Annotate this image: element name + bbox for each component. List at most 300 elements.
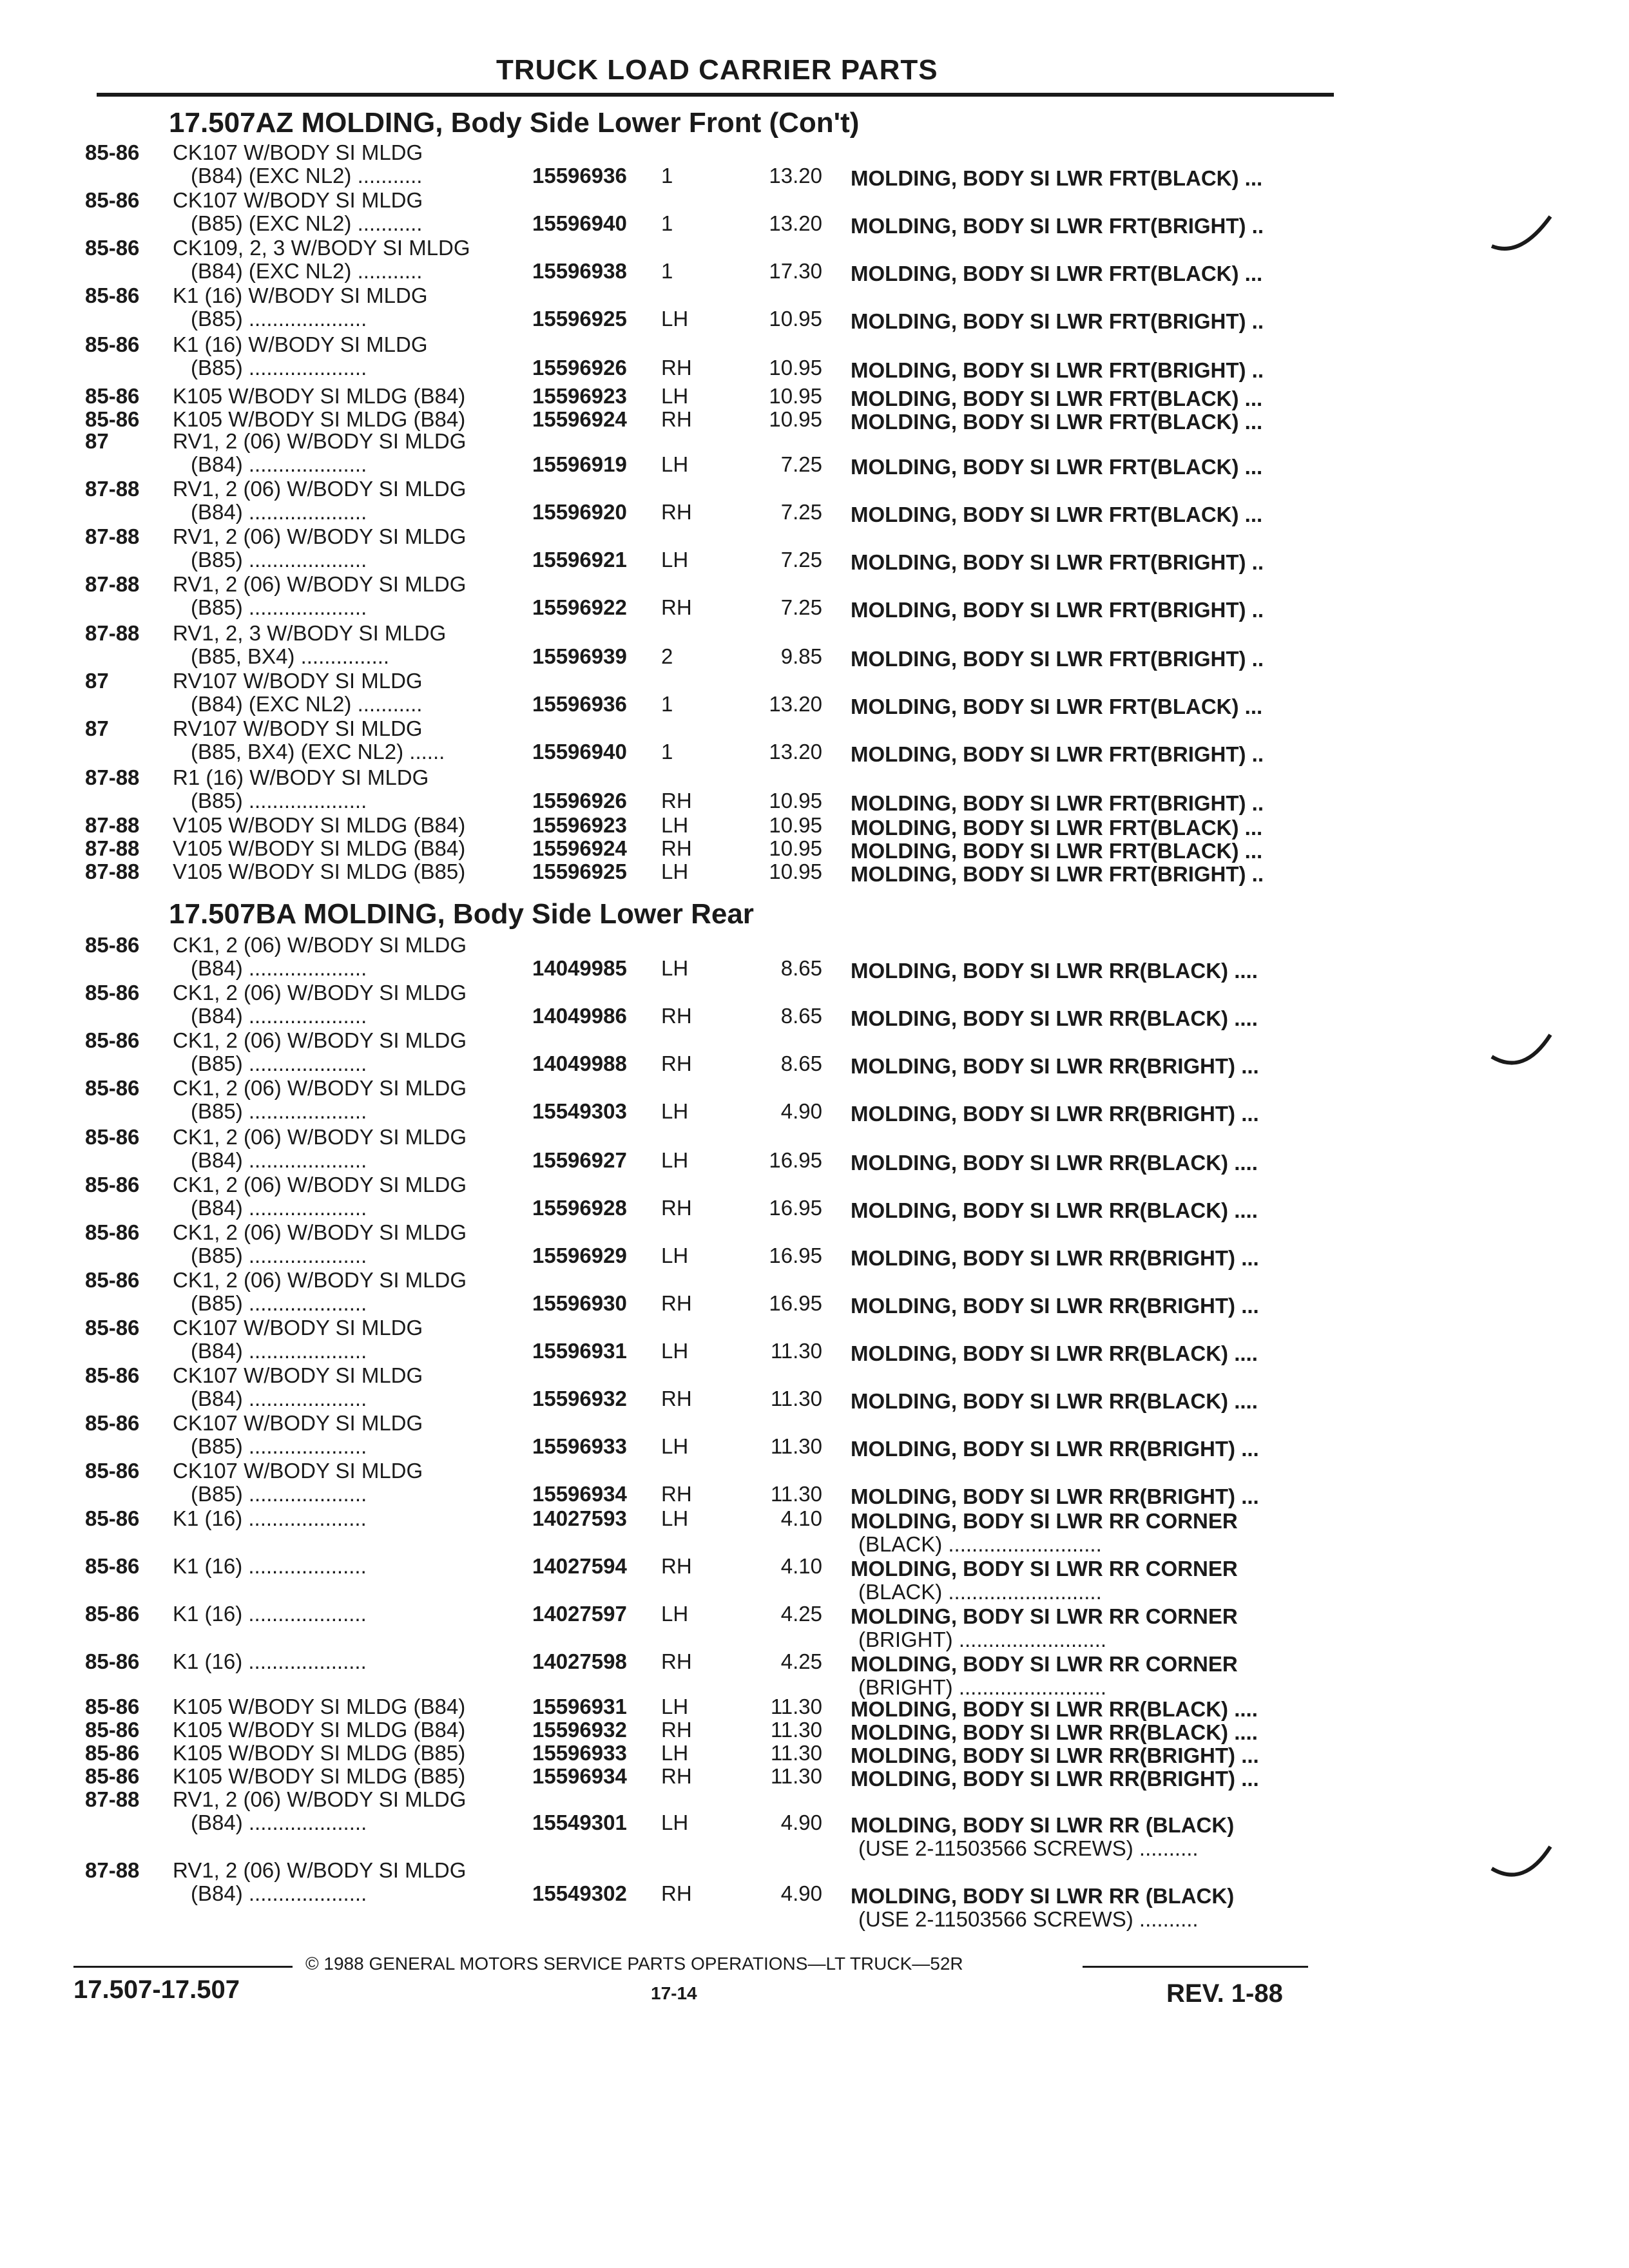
parts-row	[0, 1411, 1629, 1463]
part-number: 15596931	[532, 1695, 627, 1718]
application-option: (B85) ....................	[191, 356, 367, 380]
quantity: LH	[661, 813, 689, 837]
part-name: MOLDING, BODY SI LWR RR(BLACK) ....	[851, 1697, 1258, 1721]
footer-range: 17.507-17.507	[73, 1975, 240, 2004]
application-description: CK1, 2 (06) W/BODY SI MLDG	[173, 1173, 467, 1196]
model-year: 85-86	[85, 140, 140, 164]
application-description: K105 W/BODY SI MLDG (B85)	[173, 1764, 466, 1788]
application-option: (B85) (EXC NL2) ...........	[191, 211, 423, 235]
price: 13.20	[769, 164, 822, 187]
quantity: 1	[661, 259, 673, 283]
price: 11.30	[770, 1695, 822, 1718]
parts-row	[0, 716, 1629, 768]
part-number: 15549302	[532, 1881, 627, 1905]
part-number: 15596925	[532, 307, 627, 331]
part-number: 15596936	[532, 692, 627, 716]
part-name-note: (USE 2-11503566 SCREWS) ..........	[858, 1907, 1199, 1931]
checkmark-icon	[1489, 1031, 1559, 1076]
parts-row	[0, 1459, 1629, 1510]
footer-copyright: © 1988 GENERAL MOTORS SERVICE PARTS OPERATIONS—LT TRUCK—52R	[305, 1954, 963, 1974]
model-year: 85-86	[85, 1718, 140, 1742]
quantity: LH	[661, 307, 689, 331]
application-description: K1 (16) ....................	[173, 1554, 367, 1578]
part-name: MOLDING, BODY SI LWR RR(BRIGHT) ...	[851, 1767, 1259, 1791]
part-name: MOLDING, BODY SI LWR FRT(BRIGHT) ..	[851, 309, 1264, 333]
application-description: CK107 W/BODY SI MLDG	[173, 188, 423, 212]
part-name: MOLDING, BODY SI LWR FRT(BRIGHT) ..	[851, 647, 1264, 671]
application-description: CK1, 2 (06) W/BODY SI MLDG	[173, 1220, 467, 1244]
model-year: 87	[85, 669, 109, 693]
application-description: RV1, 2 (06) W/BODY SI MLDG	[173, 1787, 467, 1811]
application-description: K105 W/BODY SI MLDG (B84)	[173, 1718, 466, 1742]
quantity: RH	[661, 1052, 692, 1075]
quantity: LH	[661, 1695, 689, 1718]
part-name: MOLDING, BODY SI LWR FRT(BLACK) ...	[851, 695, 1263, 718]
quantity: 2	[661, 644, 673, 668]
quantity: LH	[661, 384, 689, 408]
price: 10.95	[769, 384, 822, 408]
model-year: 87-88	[85, 621, 140, 645]
part-number: 15596933	[532, 1741, 627, 1765]
part-name: MOLDING, BODY SI LWR FRT(BRIGHT) ..	[851, 598, 1264, 622]
price: 11.30	[770, 1434, 822, 1458]
parts-row	[0, 1787, 1629, 1860]
parts-row	[0, 477, 1629, 528]
quantity: RH	[661, 1387, 692, 1410]
parts-row	[0, 621, 1629, 673]
part-number: 15596931	[532, 1339, 627, 1363]
parts-row	[0, 1268, 1629, 1320]
price: 10.95	[769, 407, 822, 431]
parts-row	[0, 1649, 1629, 1701]
price: 10.95	[769, 860, 822, 883]
model-year: 85-86	[85, 1459, 140, 1483]
quantity: LH	[661, 1506, 689, 1530]
model-year: 87-88	[85, 813, 140, 837]
application-option: (B84) ....................	[191, 1004, 367, 1028]
application-description: K1 (16) W/BODY SI MLDG	[173, 284, 428, 307]
quantity: RH	[661, 836, 692, 860]
application-option: (B84) ....................	[191, 452, 367, 476]
part-number: 15596922	[532, 595, 627, 619]
model-year: 85-86	[85, 933, 140, 957]
part-name: MOLDING, BODY SI LWR RR(BLACK) ....	[851, 1006, 1258, 1030]
model-year: 87	[85, 716, 109, 740]
price: 4.90	[780, 1881, 822, 1905]
part-name: MOLDING, BODY SI LWR FRT(BLACK) ...	[851, 166, 1263, 190]
part-name: MOLDING, BODY SI LWR FRT(BLACK) ...	[851, 839, 1263, 863]
price: 10.95	[769, 836, 822, 860]
model-year: 85-86	[85, 1173, 140, 1196]
part-number: 15596939	[532, 644, 627, 668]
model-year: 85-86	[85, 1268, 140, 1292]
application-option: (B84) (EXC NL2) ...........	[191, 692, 423, 716]
part-name: MOLDING, BODY SI LWR RR(BRIGHT) ...	[851, 1437, 1259, 1461]
application-option: (B85) ....................	[191, 595, 367, 619]
application-description: K1 (16) ....................	[173, 1602, 367, 1626]
parts-row	[0, 1220, 1629, 1272]
application-description: RV1, 2 (06) W/BODY SI MLDG	[173, 429, 467, 453]
application-description: RV1, 2, 3 W/BODY SI MLDG	[173, 621, 447, 645]
application-option: (B85) ....................	[191, 1052, 367, 1075]
footer-rule-left	[73, 1966, 293, 1968]
parts-row	[0, 1173, 1629, 1224]
price: 4.90	[780, 1811, 822, 1834]
model-year: 85-86	[85, 407, 140, 431]
price: 8.65	[780, 1052, 822, 1075]
part-name-note: (BRIGHT) .........................	[858, 1675, 1107, 1699]
part-name: MOLDING, BODY SI LWR RR(BRIGHT) ...	[851, 1294, 1259, 1318]
part-number: 15596925	[532, 860, 627, 883]
price: 4.90	[780, 1099, 822, 1123]
application-description: V105 W/BODY SI MLDG (B84)	[173, 836, 466, 860]
part-name-note: (BLACK) ..........................	[858, 1532, 1102, 1556]
quantity: RH	[661, 407, 692, 431]
part-name: MOLDING, BODY SI LWR RR(BRIGHT) ...	[851, 1485, 1259, 1508]
application-description: CK107 W/BODY SI MLDG	[173, 1363, 423, 1387]
parts-row	[0, 1125, 1629, 1177]
application-option: (B85) ....................	[191, 1244, 367, 1267]
quantity: LH	[661, 1434, 689, 1458]
price: 8.65	[780, 956, 822, 980]
part-name: MOLDING, BODY SI LWR RR(BLACK) ....	[851, 1151, 1258, 1175]
section-heading: 17.507AZ MOLDING, Body Side Lower Front (Con't)	[169, 107, 860, 139]
parts-row	[0, 1554, 1629, 1606]
part-name: MOLDING, BODY SI LWR RR (BLACK)	[851, 1813, 1235, 1837]
part-number: 15596926	[532, 356, 627, 380]
price: 9.85	[780, 644, 822, 668]
model-year: 87-88	[85, 572, 140, 596]
quantity: RH	[661, 1881, 692, 1905]
parts-row	[0, 332, 1629, 384]
quantity: 1	[661, 211, 673, 235]
quantity: RH	[661, 789, 692, 812]
part-name: MOLDING, BODY SI LWR FRT(BRIGHT) ..	[851, 742, 1264, 766]
part-number: 15596930	[532, 1291, 627, 1315]
part-name: MOLDING, BODY SI LWR RR(BRIGHT) ...	[851, 1246, 1259, 1270]
part-name: MOLDING, BODY SI LWR RR CORNER	[851, 1652, 1238, 1676]
part-name: MOLDING, BODY SI LWR RR CORNER	[851, 1557, 1238, 1581]
price: 11.30	[770, 1764, 822, 1788]
parts-row	[0, 765, 1629, 817]
parts-row	[0, 572, 1629, 624]
application-description: CK109, 2, 3 W/BODY SI MLDG	[173, 236, 470, 260]
price: 11.30	[770, 1482, 822, 1506]
part-number: 15596938	[532, 259, 627, 283]
application-description: RV107 W/BODY SI MLDG	[173, 669, 423, 693]
application-option: (B84) ....................	[191, 956, 367, 980]
part-number: 14027594	[532, 1554, 627, 1578]
part-number: 14049986	[532, 1004, 627, 1028]
quantity: RH	[661, 1004, 692, 1028]
model-year: 85-86	[85, 1695, 140, 1718]
part-name: MOLDING, BODY SI LWR FRT(BRIGHT) ..	[851, 550, 1264, 574]
price: 7.25	[780, 548, 822, 572]
part-number: 14027597	[532, 1602, 627, 1626]
application-description: CK1, 2 (06) W/BODY SI MLDG	[173, 1125, 467, 1149]
price: 13.20	[769, 740, 822, 764]
application-description: CK1, 2 (06) W/BODY SI MLDG	[173, 933, 467, 957]
price: 11.30	[770, 1387, 822, 1410]
parts-row	[0, 524, 1629, 576]
part-number: 15596923	[532, 384, 627, 408]
application-option: (B84) ....................	[191, 1339, 367, 1363]
parts-row	[0, 1316, 1629, 1367]
application-description: RV1, 2 (06) W/BODY SI MLDG	[173, 1858, 467, 1882]
quantity: LH	[661, 452, 689, 476]
part-number: 15549303	[532, 1099, 627, 1123]
model-year: 85-86	[85, 188, 140, 212]
application-option: (B85, BX4) ...............	[191, 644, 390, 668]
model-year: 87-88	[85, 1787, 140, 1811]
application-option: (B85) ....................	[191, 1482, 367, 1506]
application-description: K105 W/BODY SI MLDG (B84)	[173, 1695, 466, 1718]
application-option: (B85) ....................	[191, 1099, 367, 1123]
part-name: MOLDING, BODY SI LWR RR(BLACK) ....	[851, 1389, 1258, 1413]
section-heading: 17.507BA MOLDING, Body Side Lower Rear	[169, 898, 754, 930]
application-description: V105 W/BODY SI MLDG (B84)	[173, 813, 466, 837]
quantity: 1	[661, 740, 673, 764]
application-description: CK1, 2 (06) W/BODY SI MLDG	[173, 1028, 467, 1052]
model-year: 85-86	[85, 1125, 140, 1149]
part-number: 15596924	[532, 407, 627, 431]
application-option: (B85) ....................	[191, 1434, 367, 1458]
part-number: 15596940	[532, 740, 627, 764]
part-name: MOLDING, BODY SI LWR RR(BLACK) ....	[851, 1720, 1258, 1744]
part-name: MOLDING, BODY SI LWR RR(BLACK) ....	[851, 1198, 1258, 1222]
parts-row	[0, 1506, 1629, 1558]
quantity: RH	[661, 1482, 692, 1506]
price: 13.20	[769, 211, 822, 235]
application-option: (B84) ....................	[191, 1387, 367, 1410]
part-name: MOLDING, BODY SI LWR RR CORNER	[851, 1509, 1238, 1533]
part-name: MOLDING, BODY SI LWR FRT(BLACK) ...	[851, 387, 1263, 410]
application-option: (B85) ....................	[191, 789, 367, 812]
model-year: 85-86	[85, 1506, 140, 1530]
quantity: LH	[661, 956, 689, 980]
part-name: MOLDING, BODY SI LWR RR(BRIGHT) ...	[851, 1744, 1259, 1767]
parts-row	[0, 140, 1629, 192]
price: 16.95	[769, 1148, 822, 1172]
footer-rule-right	[1083, 1966, 1308, 1968]
application-description: V105 W/BODY SI MLDG (B85)	[173, 860, 466, 883]
part-name: MOLDING, BODY SI LWR FRT(BLACK) ...	[851, 410, 1263, 434]
title-rule	[97, 93, 1334, 97]
model-year: 87-88	[85, 477, 140, 501]
part-name: MOLDING, BODY SI LWR FRT(BLACK) ...	[851, 816, 1263, 840]
application-option: (B84) ....................	[191, 1196, 367, 1220]
part-number: 15596924	[532, 836, 627, 860]
application-description: K1 (16) W/BODY SI MLDG	[173, 332, 428, 356]
application-description: K1 (16) ....................	[173, 1649, 367, 1673]
part-number: 15596932	[532, 1387, 627, 1410]
model-year: 87-88	[85, 1858, 140, 1882]
part-name-note: (BLACK) ..........................	[858, 1580, 1102, 1604]
part-number: 14027598	[532, 1649, 627, 1673]
quantity: RH	[661, 1196, 692, 1220]
parts-row	[0, 1028, 1629, 1080]
part-number: 15596927	[532, 1148, 627, 1172]
application-description: K105 W/BODY SI MLDG (B84)	[173, 384, 466, 408]
model-year: 85-86	[85, 1602, 140, 1626]
part-number: 15596934	[532, 1482, 627, 1506]
price: 7.25	[780, 452, 822, 476]
page-title: TRUCK LOAD CARRIER PARTS	[496, 54, 938, 86]
model-year: 85-86	[85, 1316, 140, 1340]
model-year: 85-86	[85, 981, 140, 1004]
part-name: MOLDING, BODY SI LWR FRT(BLACK) ...	[851, 503, 1263, 526]
part-number: 15596923	[532, 813, 627, 837]
application-option: (B85) ....................	[191, 548, 367, 572]
application-option: (B84) ....................	[191, 500, 367, 524]
application-description: CK107 W/BODY SI MLDG	[173, 140, 423, 164]
part-name: MOLDING, BODY SI LWR RR(BLACK) ....	[851, 959, 1258, 983]
model-year: 85-86	[85, 1220, 140, 1244]
part-number: 15596934	[532, 1764, 627, 1788]
application-description: CK1, 2 (06) W/BODY SI MLDG	[173, 1268, 467, 1292]
parts-row	[0, 188, 1629, 240]
application-description: K105 W/BODY SI MLDG (B84)	[173, 407, 466, 431]
quantity: LH	[661, 1339, 689, 1363]
price: 11.30	[770, 1741, 822, 1765]
footer-revision: REV. 1-88	[1166, 1979, 1283, 2008]
model-year: 87-88	[85, 836, 140, 860]
quantity: 1	[661, 164, 673, 187]
application-option: (B84) (EXC NL2) ...........	[191, 164, 423, 187]
application-option: (B85, BX4) (EXC NL2) ......	[191, 740, 445, 764]
part-name: MOLDING, BODY SI LWR FRT(BRIGHT) ..	[851, 214, 1264, 238]
parts-row	[0, 236, 1629, 287]
part-name: MOLDING, BODY SI LWR RR (BLACK)	[851, 1884, 1235, 1908]
quantity: RH	[661, 1291, 692, 1315]
price: 10.95	[769, 813, 822, 837]
price: 16.95	[769, 1196, 822, 1220]
quantity: LH	[661, 1244, 689, 1267]
part-number: 15549301	[532, 1811, 627, 1834]
model-year: 85-86	[85, 1363, 140, 1387]
application-description: CK1, 2 (06) W/BODY SI MLDG	[173, 981, 467, 1004]
part-number: 15596932	[532, 1718, 627, 1742]
part-number: 15596919	[532, 452, 627, 476]
parts-row	[0, 933, 1629, 985]
application-description: K105 W/BODY SI MLDG (B85)	[173, 1741, 466, 1765]
model-year: 85-86	[85, 284, 140, 307]
checkmark-icon	[1489, 1843, 1559, 1888]
model-year: 85-86	[85, 1076, 140, 1100]
price: 4.25	[780, 1649, 822, 1673]
price: 4.25	[780, 1602, 822, 1626]
part-number: 14049985	[532, 956, 627, 980]
quantity: RH	[661, 595, 692, 619]
model-year: 87-88	[85, 860, 140, 883]
quantity: LH	[661, 1099, 689, 1123]
model-year: 85-86	[85, 1411, 140, 1435]
price: 10.95	[769, 356, 822, 380]
application-option: (B84) ....................	[191, 1881, 367, 1905]
price: 10.95	[769, 307, 822, 331]
part-number: 15596926	[532, 789, 627, 812]
quantity: LH	[661, 1741, 689, 1765]
application-description: RV107 W/BODY SI MLDG	[173, 716, 423, 740]
part-name: MOLDING, BODY SI LWR FRT(BRIGHT) ..	[851, 791, 1264, 815]
price: 11.30	[770, 1339, 822, 1363]
price: 8.65	[780, 1004, 822, 1028]
quantity: LH	[661, 1148, 689, 1172]
price: 11.30	[770, 1718, 822, 1742]
part-name: MOLDING, BODY SI LWR FRT(BLACK) ...	[851, 262, 1263, 285]
quantity: LH	[661, 1602, 689, 1626]
model-year: 85-86	[85, 1028, 140, 1052]
quantity: LH	[661, 860, 689, 883]
application-description: RV1, 2 (06) W/BODY SI MLDG	[173, 572, 467, 596]
part-number: 15596940	[532, 211, 627, 235]
part-name-note: (USE 2-11503566 SCREWS) ..........	[858, 1836, 1199, 1860]
quantity: RH	[661, 1649, 692, 1673]
parts-row	[0, 669, 1629, 720]
parts-row	[0, 284, 1629, 335]
application-option: (B84) ....................	[191, 1811, 367, 1834]
application-description: CK107 W/BODY SI MLDG	[173, 1411, 423, 1435]
application-description: R1 (16) W/BODY SI MLDG	[173, 765, 429, 789]
part-number: 14049988	[532, 1052, 627, 1075]
application-option: (B85) ....................	[191, 307, 367, 331]
price: 16.95	[769, 1244, 822, 1267]
footer-page-number: 17-14	[651, 1983, 697, 2003]
quantity: 1	[661, 692, 673, 716]
parts-row	[0, 1858, 1629, 1931]
part-number: 15596929	[532, 1244, 627, 1267]
price: 4.10	[780, 1506, 822, 1530]
price: 4.10	[780, 1554, 822, 1578]
quantity: LH	[661, 1811, 689, 1834]
model-year: 87-88	[85, 765, 140, 789]
part-name: MOLDING, BODY SI LWR FRT(BRIGHT) ..	[851, 862, 1264, 886]
model-year: 87-88	[85, 524, 140, 548]
quantity: LH	[661, 548, 689, 572]
model-year: 85-86	[85, 332, 140, 356]
quantity: RH	[661, 500, 692, 524]
part-name: MOLDING, BODY SI LWR FRT(BLACK) ...	[851, 455, 1263, 479]
parts-row	[0, 429, 1629, 481]
application-option: (B84) ....................	[191, 1148, 367, 1172]
application-description: K1 (16) ....................	[173, 1506, 367, 1530]
model-year: 85-86	[85, 1649, 140, 1673]
model-year: 87	[85, 429, 109, 453]
quantity: RH	[661, 1764, 692, 1788]
application-description: CK1, 2 (06) W/BODY SI MLDG	[173, 1076, 467, 1100]
quantity: RH	[661, 356, 692, 380]
model-year: 85-86	[85, 236, 140, 260]
part-number: 15596920	[532, 500, 627, 524]
price: 17.30	[769, 259, 822, 283]
model-year: 85-86	[85, 1741, 140, 1765]
application-option: (B85) ....................	[191, 1291, 367, 1315]
checkmark-icon	[1489, 213, 1559, 258]
price: 10.95	[769, 789, 822, 812]
price: 13.20	[769, 692, 822, 716]
parts-row	[0, 1602, 1629, 1653]
application-description: RV1, 2 (06) W/BODY SI MLDG	[173, 524, 467, 548]
part-number: 14027593	[532, 1506, 627, 1530]
model-year: 85-86	[85, 1554, 140, 1578]
application-description: RV1, 2 (06) W/BODY SI MLDG	[173, 477, 467, 501]
part-number: 15596928	[532, 1196, 627, 1220]
parts-row	[0, 981, 1629, 1032]
model-year: 85-86	[85, 384, 140, 408]
part-number: 15596936	[532, 164, 627, 187]
part-name: MOLDING, BODY SI LWR FRT(BRIGHT) ..	[851, 358, 1264, 382]
part-name: MOLDING, BODY SI LWR RR(BRIGHT) ...	[851, 1054, 1259, 1078]
